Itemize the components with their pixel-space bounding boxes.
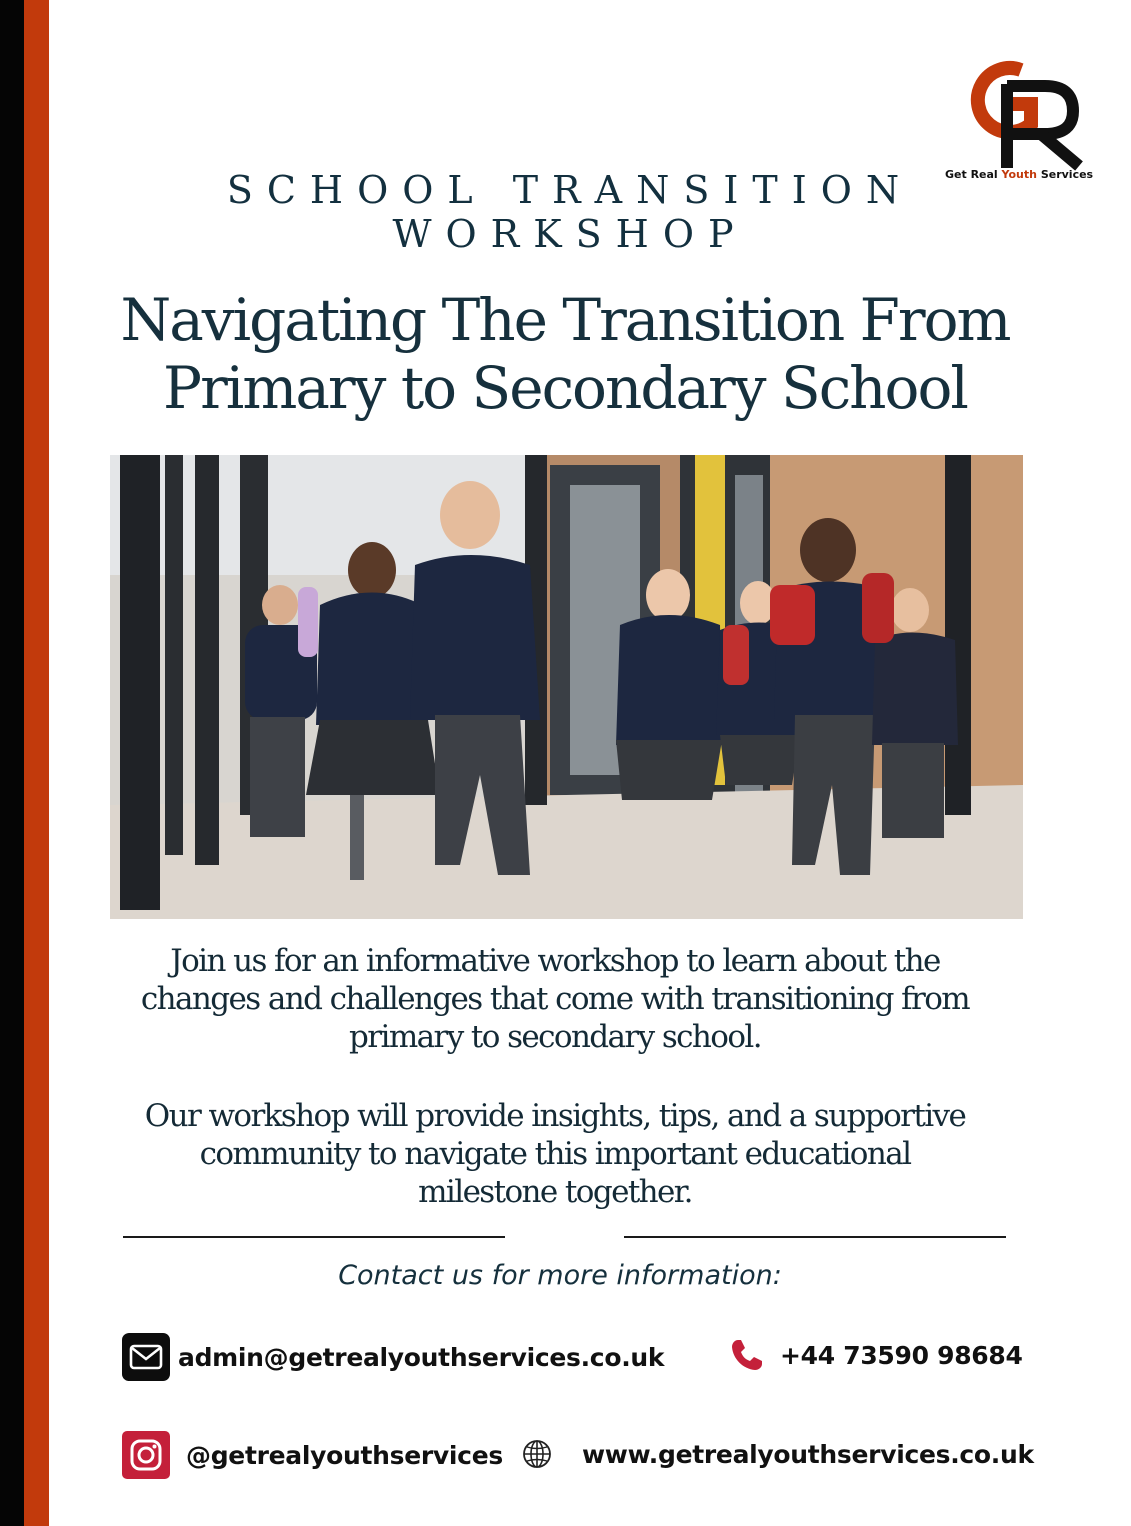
gr-monogram-icon [945, 46, 1090, 171]
divider-right [624, 1236, 1006, 1238]
contact-instagram-text[interactable]: @getrealyouthservices [186, 1440, 503, 1470]
divider-left [123, 1236, 505, 1238]
contact-email[interactable] [122, 1333, 664, 1381]
brand-logo [945, 46, 1095, 186]
phone-icon [730, 1338, 764, 1372]
kicker-line-2: WORKSHOP [392, 212, 748, 256]
contact-website-text[interactable]: www.getrealyouthservices.co.uk [582, 1439, 1034, 1469]
children-running-illustration [110, 455, 1023, 919]
contact-heading: Contact us for more information: [338, 1260, 782, 1291]
benefits-line-3: milestone together. [418, 1174, 692, 1210]
benefits-line-1: Our workshop will provide insights, tips, and a supportive [144, 1098, 966, 1134]
contact-instagram[interactable] [122, 1431, 503, 1479]
event-kicker [130, 168, 1010, 256]
kicker-line-1: SCHOOL TRANSITION [226, 168, 914, 212]
contact-email-text[interactable]: admin@getrealyouthservices.co.uk [178, 1342, 665, 1372]
envelope-icon [122, 1333, 170, 1381]
intro-line-2: changes and challenges that come with transitioning from [140, 981, 970, 1017]
brand-tagline-word2: Youth [1001, 168, 1037, 181]
benefits-paragraph [90, 1097, 1020, 1211]
left-edge-black-bar [0, 0, 24, 1526]
contact-phone[interactable] [730, 1338, 1023, 1372]
benefits-line-2: community to navigate this important educational [199, 1136, 911, 1172]
brand-tagline-word3: Services [1040, 168, 1094, 181]
page-title [80, 286, 1050, 422]
hero-photo [110, 455, 1023, 919]
intro-line-1: Join us for an informative workshop to learn about the [170, 943, 940, 979]
intro-line-3: primary to secondary school. [349, 1019, 761, 1055]
title-line-1: Navigating The Transition From [120, 286, 1010, 354]
contact-website[interactable] [520, 1437, 1034, 1471]
left-edge-accent-bar [24, 0, 49, 1526]
instagram-icon [122, 1431, 170, 1479]
title-line-2: Primary to Secondary School [163, 354, 967, 422]
brand-tagline-word1: Get Real [945, 168, 998, 181]
intro-paragraph [90, 942, 1020, 1056]
globe-icon [520, 1437, 554, 1471]
contact-phone-text[interactable]: +44 73590 98684 [780, 1340, 1023, 1370]
